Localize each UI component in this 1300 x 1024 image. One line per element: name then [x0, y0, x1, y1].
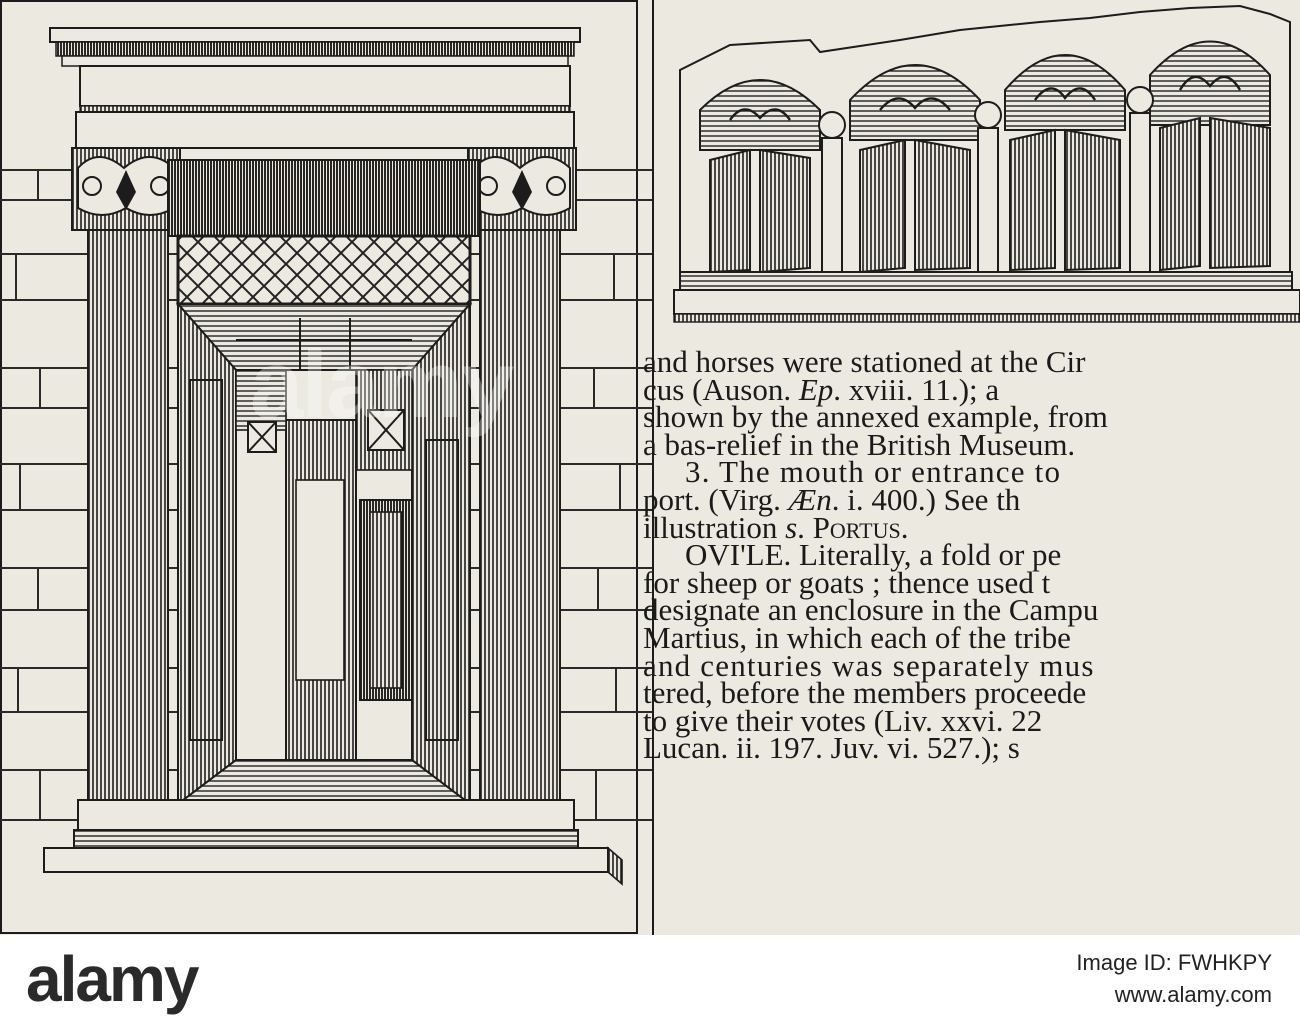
text-line: Martius, in which each of the tribe [643, 619, 1071, 655]
alamy-logo[interactable] [22, 943, 282, 1017]
text-line: Lucan. ii. 197. Juv. vi. 527.); s [643, 730, 1020, 766]
text-line: and horses were stationed at the Cir [643, 344, 1086, 379]
text-line: shown by the annexed example, from [643, 399, 1108, 435]
text-line: OVI'LE. Literally, a fold or pe [685, 537, 1062, 573]
text-span: . xviii. 11.); a [833, 371, 1000, 407]
text-span: cus (Auson. [643, 371, 799, 407]
italic-span: Ep [798, 371, 834, 407]
small-caps-span: Portus [812, 509, 901, 545]
italic-span: Æn [788, 481, 832, 517]
image-id: Image ID: FWHKPY [1076, 950, 1272, 975]
text-line: a bas-relief in the British Museum. [643, 426, 1076, 462]
text-line: to give their votes (Liv. xxvi. 22 [643, 702, 1043, 738]
text-line: for sheep or goats ; thence used t [643, 564, 1051, 600]
right-pilaster [480, 230, 560, 800]
text-span: . [900, 509, 909, 545]
italic-span: s [785, 509, 798, 545]
left-capital [72, 148, 180, 230]
footer-bar [0, 935, 1300, 1024]
article-text [643, 344, 1300, 766]
text-line: and centuries was separately mus [643, 647, 1095, 683]
text-line: tered, before the members proceede [643, 675, 1087, 711]
text-line: designate an enclosure in the Campu [643, 592, 1099, 628]
bas-relief-engraving [670, 0, 1300, 330]
site-url[interactable]: www.alamy.com [1114, 982, 1272, 1007]
text-span: illustration [643, 509, 786, 545]
footer-meta [1076, 947, 1272, 1011]
doorway-engraving [0, 0, 652, 935]
lattice-transom [178, 236, 470, 304]
text-span: . i. 400.) See th [831, 481, 1021, 517]
left-pilaster [88, 230, 168, 800]
text-span: port. (Virg. [643, 481, 789, 517]
text-span: . [797, 509, 813, 545]
logo-text: alamy [26, 943, 198, 1015]
text-line: 3. The mouth or entrance to [685, 454, 1062, 490]
watermark: alamy [250, 331, 513, 438]
right-capital [468, 148, 576, 230]
